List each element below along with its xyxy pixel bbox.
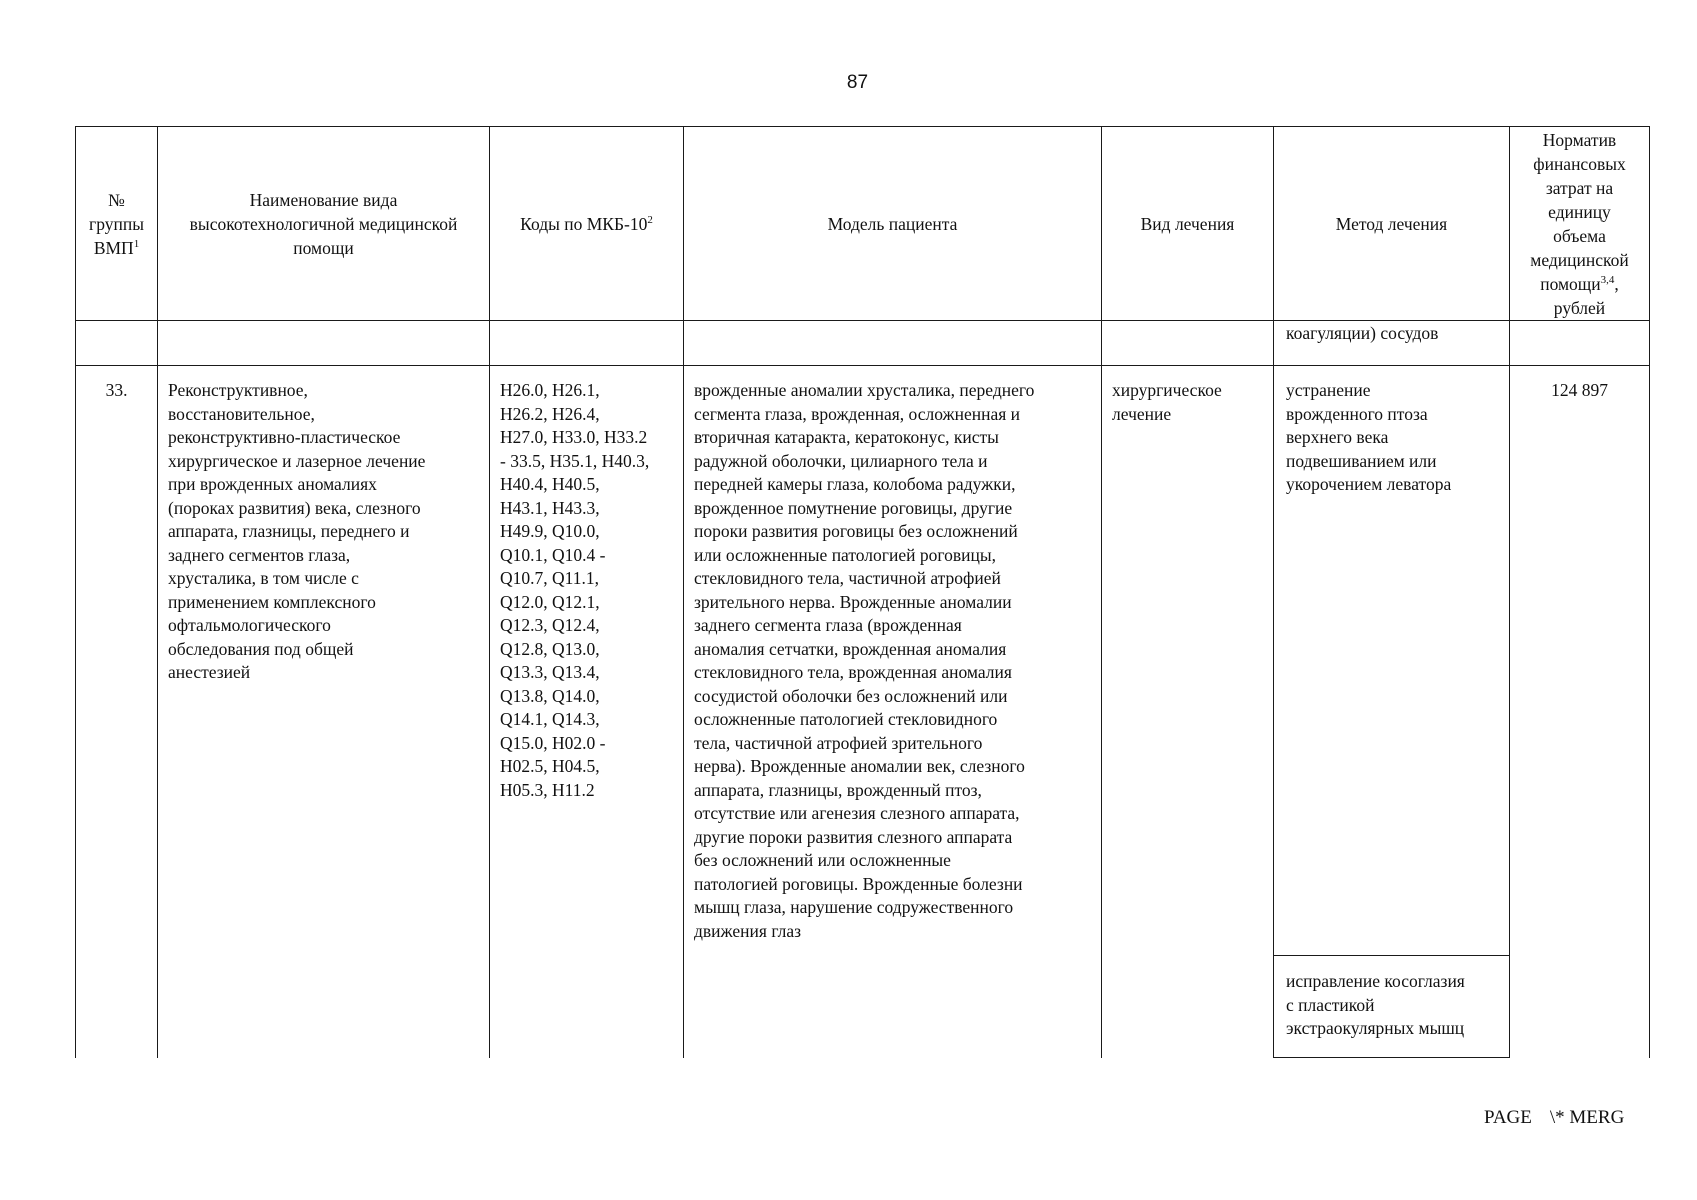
row-codes: H26.0, H26.1, H26.2, H26.4, H27.0, H33.0, H33.2 - 33.5, H35.1, H40.3, H40.4, H40.5, H43.1, H43.3, H49.9, Q10.0, Q10.1, Q10.4 - Q10.7, Q11.1, Q12.0, Q12.1, Q12.3, Q12.4, Q12.8, Q13.0, Q13.3, Q13.4, Q13.8, Q14.0, Q14.1, Q14.3, Q15.0, H02.0 - H02.5, H04.5, H05.3, H11.2 xyxy=(500,380,650,800)
header-patient-model-text: Модель пациента xyxy=(827,213,958,234)
row-treatment-type: хирургическое лечение xyxy=(1112,380,1222,424)
row-method-2: исправление косоглазия с пластикой экстраокулярных мышц xyxy=(1286,971,1465,1038)
page-number: 87 xyxy=(846,72,869,93)
row-group-no-text: 33. xyxy=(105,380,128,400)
header-cost-footnote: 3,4 xyxy=(1600,273,1615,286)
footer-field-code: PAGE xyxy=(1484,1107,1532,1128)
header-treatment-method xyxy=(1274,127,1509,320)
row-method-1: устранение врожденного птоза верхнего века подвешиванием или укорочением леватора xyxy=(1286,380,1452,494)
col-border-7 xyxy=(1649,126,1650,1058)
header-patient-model xyxy=(684,127,1101,320)
row-name: Реконструктивное, восстановительное, реконструктивно-пластическое хирургическое и лазерное лечение при врожденных аномалиях (пороках развития) века, слезного аппарата, глазницы, переднего и заднего сегментов глаза, хрусталика, в том числе с применением комплексного офтальмологического обследования под общей анестезией xyxy=(168,380,426,682)
method-divider xyxy=(1274,955,1509,956)
page-footer xyxy=(1484,1107,1624,1129)
header-cost-tail: , рублей xyxy=(1553,273,1619,318)
header-name xyxy=(158,127,489,320)
header-group-no-text: № группы ВМП xyxy=(89,189,144,258)
header-codes xyxy=(490,127,683,320)
header-treatment-type xyxy=(1102,127,1273,320)
header-treatment-method-text: Метод лечения xyxy=(1335,213,1448,234)
header-cost-text: Норматив финансовых затрат на единицу объема медицинской помощи xyxy=(1530,129,1629,294)
row-cost xyxy=(1510,379,1649,403)
continuation-method-cell xyxy=(1286,322,1508,346)
header-bottom-border xyxy=(75,320,1650,321)
row-patient-model: врожденные аномалии хрусталика, переднего сегмента глаза, врожденная, осложненная и вторичная катаракта, кератоконус, кисты радужной оболочки, цилиарного тела и передней камеры глаза, колобома радужки, врожденное помутнение роговицы, другие пороки развития роговицы без осложнений или осложненные патологией роговицы, стекловидного тела, частичной атрофией зрительного нерва. Врожденные аномалии заднего сегмента глаза (врожденная аномалия сетчатки, врожденная аномалия стекловидного тела, врожденная аномалия сосудистой оболочки без осложнений или осложненные патологией стекловидного тела, частичной атрофией зрительного нерва). Врожденные аномалии век, слезного аппарата, глазницы, врожденный птоз, отсутствие или агенезия слезного аппарата, другие пороки развития слезного аппарата без осложнений или осложненные патологией роговицы. Врожденные болезни мышц глаза, нарушение содружественного движения глаз xyxy=(694,380,1035,941)
header-codes-footnote: 2 xyxy=(647,213,653,226)
header-cost xyxy=(1510,127,1649,320)
header-treatment-type-text: Вид лечения xyxy=(1140,213,1235,234)
header-codes-text: Коды по МКБ-10 xyxy=(520,213,648,234)
continuation-method-text: коагуляции) сосудов xyxy=(1286,323,1439,343)
header-group-no-footnote: 1 xyxy=(133,237,140,250)
footer-field-switch: \* MERG xyxy=(1549,1107,1625,1128)
row-cost-value: 124 897 xyxy=(1551,380,1608,400)
continuation-row-bottom-border xyxy=(75,365,1650,366)
row-group-no xyxy=(76,379,157,403)
method-bottom-border xyxy=(1274,1057,1509,1058)
header-group-no xyxy=(76,127,157,320)
header-name-text: Наименование вида высокотехнологичной медицинской помощи xyxy=(189,189,458,258)
